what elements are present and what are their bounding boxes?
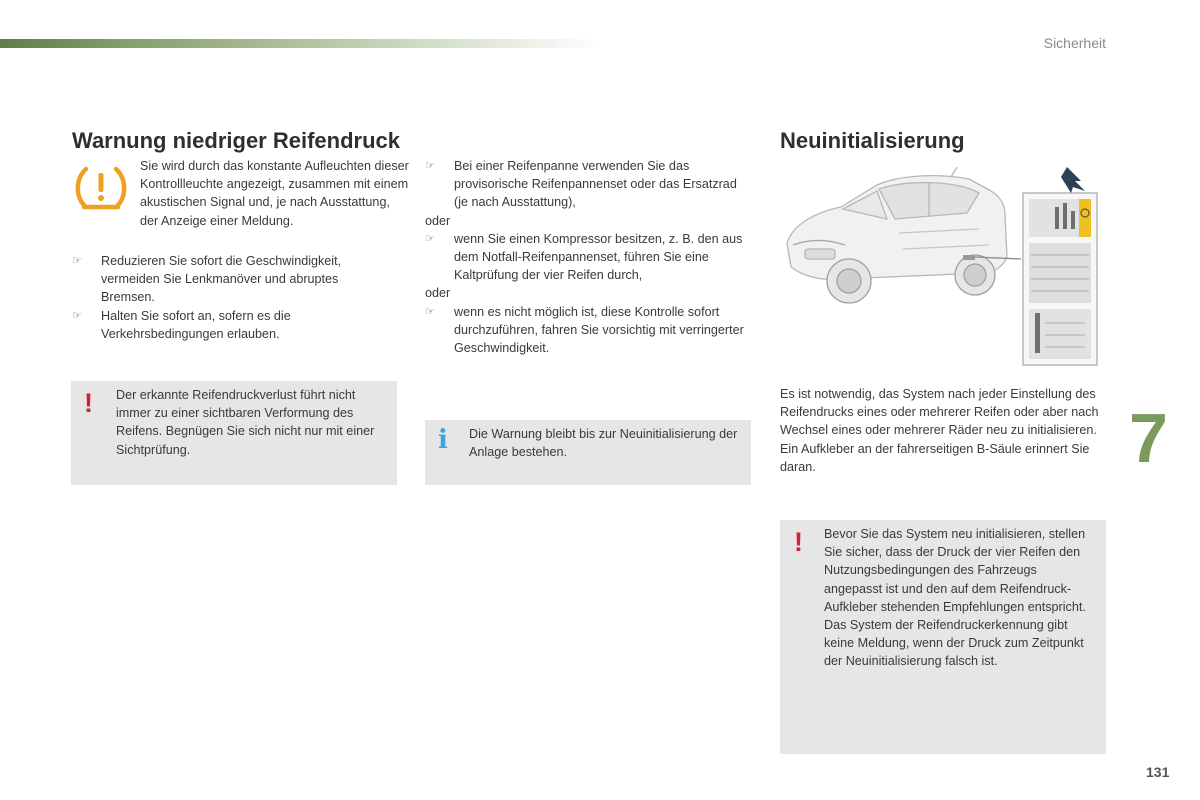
- list-item: [425, 303, 745, 358]
- left-intro-text: Sie wird durch das konstante Aufleuchten dieser Kontrollleuchte angezeigt, zusammen mit einem akustischen Signal und, je nach Ausstattung, der Anzeige einer Meldung.: [140, 159, 409, 228]
- warning-notice-box: [71, 381, 397, 485]
- left-section-title: Warnung niedriger Reifendruck: [72, 128, 401, 153]
- info-icon: i: [438, 425, 448, 455]
- bullet-text: Bei einer Reifenpanne verwenden Sie das provisorische Reifenpannenset oder das Ersatzrad (je nach Ausstattung),: [454, 159, 737, 210]
- or-separator: oder: [425, 213, 451, 228]
- info-text: Die Warnung bleibt bis zur Neuinitialisierung der Anlage bestehen.: [469, 427, 738, 460]
- reinit-warning-box: [780, 520, 1106, 754]
- notice-paragraph: Bevor Sie das System neu initialisieren, stellen Sie sicher, dass der Druck der vier Reifen den Nutzungsbedingungen des Fahrzeugs angepasst ist und den auf dem Reifendruck-Aufkleber stehenden Empfehlungen entspricht.: [824, 527, 1086, 614]
- middle-options-list: [425, 157, 745, 357]
- list-item: [425, 157, 745, 212]
- header-accent-bar: [0, 39, 600, 48]
- page-number: 131: [1146, 764, 1170, 780]
- list-item: [72, 252, 372, 307]
- list-item: [72, 307, 372, 343]
- exclamation-icon: !: [84, 388, 93, 418]
- pointing-hand-icon: ☞: [425, 160, 435, 172]
- bullet-text: wenn es nicht möglich ist, diese Kontrolle sofort durchzuführen, fahren Sie vorsichtig mit verringerter Geschwindigkeit.: [454, 304, 744, 356]
- car-with-tire-pressure-sticker-illustration: [779, 163, 1101, 369]
- pointing-hand-icon: ☞: [72, 309, 82, 322]
- left-bullet-list: [72, 252, 372, 343]
- list-item: [425, 230, 745, 285]
- reinit-paragraph: Es ist notwendig, das System nach jeder Einstellung des Reifendrucks eines oder mehrerer Reifen oder aber nach Wechsel eines oder mehrerer Räder neu zu initialisieren.: [780, 387, 1099, 438]
- chapter-number: 7: [1129, 399, 1168, 477]
- exclamation-icon: !: [794, 527, 803, 557]
- reinit-description: [780, 385, 1106, 476]
- section-title: Sicherheit: [1043, 35, 1106, 51]
- pointing-hand-icon: ☞: [425, 305, 435, 318]
- right-section-title: Neuinitialisierung: [780, 128, 965, 153]
- bullet-text: Reduzieren Sie sofort die Geschwindigkeit, vermeiden Sie Lenkmanöver und abruptes Bremsen.: [101, 254, 342, 305]
- or-separator: oder: [425, 286, 451, 301]
- pointing-hand-icon: ☞: [72, 255, 82, 267]
- bullet-text: wenn Sie einen Kompressor besitzen, z. B. den aus dem Notfall-Reifenpannenset, führen Sie eine Kaltprüfung der vier Reifen durch,: [454, 231, 743, 283]
- pointing-hand-icon: ☞: [425, 232, 435, 245]
- tire-pressure-warning-icon: [72, 163, 130, 215]
- bullet-text: Halten Sie sofort an, sofern es die Verkehrsbedingungen erlauben.: [101, 308, 291, 341]
- notice-text: [824, 525, 1096, 671]
- info-notice-box: [425, 420, 751, 485]
- sticker-paragraph: Ein Aufkleber an der fahrerseitigen B-Säule erinnert Sie daran.: [780, 441, 1090, 474]
- notice-text: Der erkannte Reifendruckverlust führt nicht immer zu einer sichtbaren Verformung des Reifens. Begnügen Sie sich nicht nur mit einer Sichtprüfung.: [116, 388, 375, 457]
- notice-paragraph: Das System der Reifendruckerkennung gibt keine Meldung, wenn der Druck zum Zeitpunkt der Neuinitialisierung falsch ist.: [824, 618, 1084, 669]
